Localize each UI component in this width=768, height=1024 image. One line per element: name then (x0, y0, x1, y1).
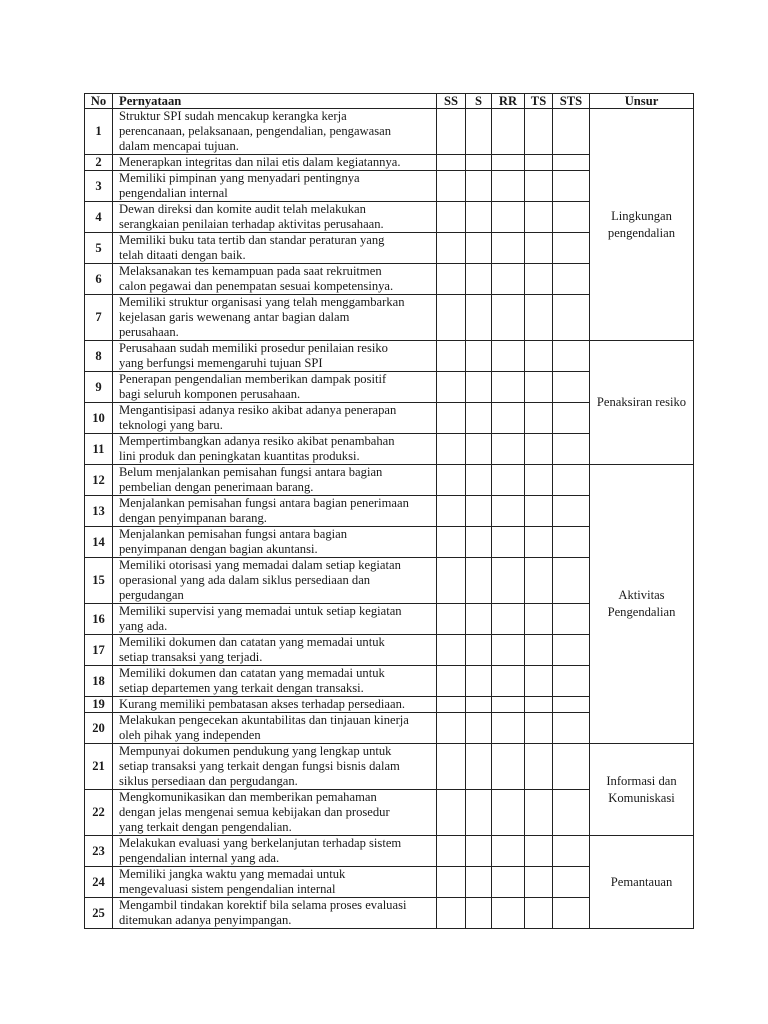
answer-cell-ss[interactable] (437, 697, 466, 713)
answer-cell-ss[interactable] (437, 155, 466, 171)
statement-line: Memiliki buku tata tertib dan standar peraturan yang (119, 233, 385, 247)
answer-cell-ts[interactable] (525, 527, 553, 558)
statement-line: yang berfungsi memengaruhi tujuan SPI (119, 356, 323, 370)
statement-line: Memiliki jangka waktu yang memadai untuk (119, 867, 346, 881)
statement-line: Memiliki supervisi yang memadai untuk setiap kegiatan (119, 604, 402, 618)
statement-line: pengendalian internal (119, 186, 228, 200)
answer-cell-ss[interactable] (437, 372, 466, 403)
answer-cell-ts[interactable] (525, 558, 553, 604)
statement-cell (113, 202, 437, 233)
answer-cell-sts[interactable] (553, 558, 590, 604)
answer-cell-sts[interactable] (553, 697, 590, 713)
answer-cell-rr[interactable] (492, 403, 525, 434)
row-number: 20 (85, 713, 113, 744)
answer-cell-ts[interactable] (525, 744, 553, 790)
answer-cell-ts[interactable] (525, 341, 553, 372)
answer-cell-s[interactable] (466, 465, 492, 496)
row-number: 5 (85, 233, 113, 264)
answer-cell-ts[interactable] (525, 109, 553, 155)
answer-cell-sts[interactable] (553, 867, 590, 898)
answer-cell-rr[interactable] (492, 202, 525, 233)
answer-cell-rr[interactable] (492, 635, 525, 666)
statement-line: kejelasan garis wewenang antar bagian dalam (119, 310, 350, 324)
row-number: 4 (85, 202, 113, 233)
statement-line: setiap departemen yang terkait dengan transaksi. (119, 681, 364, 695)
statement-line: setiap transaksi yang terkait dengan fungsi bisnis dalam (119, 759, 400, 773)
answer-cell-s[interactable] (466, 109, 492, 155)
answer-cell-s[interactable] (466, 171, 492, 202)
statement-line: dalam mencapai tujuan. (119, 139, 239, 153)
answer-cell-sts[interactable] (553, 109, 590, 155)
answer-cell-ts[interactable] (525, 171, 553, 202)
answer-cell-ss[interactable] (437, 713, 466, 744)
answer-cell-sts[interactable] (553, 604, 590, 635)
answer-cell-sts[interactable] (553, 202, 590, 233)
header-no: No (85, 94, 113, 109)
statement-line: Mempunyai dokumen pendukung yang lengkap untuk (119, 744, 392, 758)
statement-line: bagi seluruh komponen perusahaan. (119, 387, 301, 401)
statement-cell (113, 496, 437, 527)
answer-cell-ss[interactable] (437, 295, 466, 341)
answer-cell-s[interactable] (466, 233, 492, 264)
statement-line: Belum menjalankan pemisahan fungsi antara bagian (119, 465, 383, 479)
answer-cell-sts[interactable] (553, 295, 590, 341)
statement-cell (113, 604, 437, 635)
statement-line: pergudangan (119, 588, 184, 602)
statement-line: telah ditaati dengan baik. (119, 248, 246, 262)
answer-cell-sts[interactable] (553, 372, 590, 403)
answer-cell-rr[interactable] (492, 836, 525, 867)
row-number: 19 (85, 697, 113, 713)
unsur-cell: Pemantauan (590, 836, 694, 929)
statement-line: Memiliki dokumen dan catatan yang memadai untuk (119, 635, 385, 649)
answer-cell-sts[interactable] (553, 264, 590, 295)
answer-cell-ss[interactable] (437, 496, 466, 527)
statement-line: pengendalian internal yang ada. (119, 851, 280, 865)
answer-cell-ss[interactable] (437, 604, 466, 635)
row-number: 6 (85, 264, 113, 295)
row-number: 16 (85, 604, 113, 635)
statement-line: Mengantisipasi adanya resiko akibat adanya penerapan (119, 403, 397, 417)
statement-line: Melakukan pengecekan akuntabilitas dan tinjauan kinerja (119, 713, 409, 727)
row-number: 3 (85, 171, 113, 202)
statement-cell (113, 264, 437, 295)
answer-cell-rr[interactable] (492, 496, 525, 527)
answer-cell-rr[interactable] (492, 666, 525, 697)
answer-cell-s[interactable] (466, 496, 492, 527)
answer-cell-s[interactable] (466, 558, 492, 604)
answer-cell-rr[interactable] (492, 233, 525, 264)
answer-cell-s[interactable] (466, 604, 492, 635)
answer-cell-sts[interactable] (553, 434, 590, 465)
statement-line: Dewan direksi dan komite audit telah melakukan (119, 202, 366, 216)
answer-cell-rr[interactable] (492, 155, 525, 171)
row-number: 25 (85, 898, 113, 929)
answer-cell-s[interactable] (466, 898, 492, 929)
table-row (85, 341, 694, 372)
row-number: 1 (85, 109, 113, 155)
row-number: 11 (85, 434, 113, 465)
row-number: 23 (85, 836, 113, 867)
answer-cell-ss[interactable] (437, 465, 466, 496)
answer-cell-sts[interactable] (553, 465, 590, 496)
statement-cell (113, 233, 437, 264)
statement-cell (113, 697, 437, 713)
answer-cell-sts[interactable] (553, 233, 590, 264)
answer-cell-ss[interactable] (437, 202, 466, 233)
table-row (85, 744, 694, 790)
row-number: 2 (85, 155, 113, 171)
table-row (85, 465, 694, 496)
answer-cell-s[interactable] (466, 372, 492, 403)
answer-cell-rr[interactable] (492, 109, 525, 155)
unsur-cell: Penaksiran resiko (590, 341, 694, 465)
answer-cell-rr[interactable] (492, 558, 525, 604)
statement-cell (113, 341, 437, 372)
statement-line: setiap transaksi yang terjadi. (119, 650, 263, 664)
answer-cell-sts[interactable] (553, 635, 590, 666)
row-number: 21 (85, 744, 113, 790)
answer-cell-rr[interactable] (492, 867, 525, 898)
answer-cell-sts[interactable] (553, 713, 590, 744)
statement-line: Menjalankan pemisahan fungsi antara bagian (119, 527, 348, 541)
answer-cell-s[interactable] (466, 434, 492, 465)
answer-cell-s[interactable] (466, 403, 492, 434)
answer-cell-ts[interactable] (525, 867, 553, 898)
statement-cell (113, 713, 437, 744)
answer-cell-s[interactable] (466, 744, 492, 790)
answer-cell-ts[interactable] (525, 496, 553, 527)
questionnaire-table (84, 93, 694, 929)
answer-cell-ts[interactable] (525, 434, 553, 465)
statement-cell (113, 372, 437, 403)
answer-cell-rr[interactable] (492, 713, 525, 744)
statement-line: yang terkait dengan pengendalian. (119, 820, 292, 834)
statement-line: Memiliki otorisasi yang memadai dalam setiap kegiatan (119, 558, 401, 572)
answer-cell-sts[interactable] (553, 403, 590, 434)
statement-cell (113, 295, 437, 341)
answer-cell-rr[interactable] (492, 295, 525, 341)
header-statement: Pernyataan (113, 94, 437, 109)
answer-cell-ts[interactable] (525, 403, 553, 434)
answer-cell-s[interactable] (466, 713, 492, 744)
answer-cell-ss[interactable] (437, 341, 466, 372)
answer-cell-ts[interactable] (525, 155, 553, 171)
answer-cell-rr[interactable] (492, 341, 525, 372)
answer-cell-s[interactable] (466, 697, 492, 713)
answer-cell-rr[interactable] (492, 465, 525, 496)
statement-line: calon pegawai dan penempatan sesuai kompetensinya. (119, 279, 394, 293)
answer-cell-ss[interactable] (437, 790, 466, 836)
answer-cell-rr[interactable] (492, 790, 525, 836)
statement-line: Menjalankan pemisahan fungsi antara bagian penerimaan (119, 496, 409, 510)
header-ts: TS (525, 94, 553, 109)
answer-cell-ss[interactable] (437, 898, 466, 929)
answer-cell-ts[interactable] (525, 202, 553, 233)
answer-cell-ts[interactable] (525, 898, 553, 929)
statement-line: dengan penyimpanan barang. (119, 511, 267, 525)
row-number: 12 (85, 465, 113, 496)
statement-line: Mempertimbangkan adanya resiko akibat penambahan (119, 434, 395, 448)
statement-cell (113, 836, 437, 867)
answer-cell-s[interactable] (466, 341, 492, 372)
statement-line: dengan jelas mengenai semua kebijakan dan prosedur (119, 805, 390, 819)
statement-cell (113, 790, 437, 836)
answer-cell-s[interactable] (466, 666, 492, 697)
answer-cell-ts[interactable] (525, 836, 553, 867)
answer-cell-s[interactable] (466, 155, 492, 171)
answer-cell-ss[interactable] (437, 171, 466, 202)
answer-cell-ts[interactable] (525, 713, 553, 744)
statement-cell (113, 558, 437, 604)
header-s: S (466, 94, 492, 109)
statement-line: Struktur SPI sudah mencakup kerangka kerja (119, 109, 347, 123)
statement-line: Memiliki struktur organisasi yang telah menggambarkan (119, 295, 405, 309)
answer-cell-rr[interactable] (492, 171, 525, 202)
answer-cell-s[interactable] (466, 264, 492, 295)
statement-line: Melaksanakan tes kemampuan pada saat rekruitmen (119, 264, 382, 278)
statement-cell (113, 171, 437, 202)
statement-line: teknologi yang baru. (119, 418, 223, 432)
answer-cell-ss[interactable] (437, 635, 466, 666)
answer-cell-sts[interactable] (553, 836, 590, 867)
row-number: 17 (85, 635, 113, 666)
statement-line: perusahaan. (119, 325, 179, 339)
statement-line: Mengambil tindakan korektif bila selama proses evaluasi (119, 898, 407, 912)
answer-cell-s[interactable] (466, 635, 492, 666)
answer-cell-s[interactable] (466, 295, 492, 341)
statement-line: Melakukan evaluasi yang berkelanjutan terhadap sistem (119, 836, 402, 850)
table-row (85, 109, 694, 155)
row-number: 22 (85, 790, 113, 836)
answer-cell-sts[interactable] (553, 496, 590, 527)
answer-cell-s[interactable] (466, 867, 492, 898)
answer-cell-rr[interactable] (492, 434, 525, 465)
answer-cell-ts[interactable] (525, 295, 553, 341)
answer-cell-s[interactable] (466, 202, 492, 233)
statement-line: Menerapkan integritas dan nilai etis dalam kegiatannya. (119, 155, 401, 169)
statement-line: Memiliki pimpinan yang menyadari pentingnya (119, 171, 360, 185)
answer-cell-s[interactable] (466, 790, 492, 836)
statement-line: Memiliki dokumen dan catatan yang memadai untuk (119, 666, 385, 680)
statement-line: Perusahaan sudah memiliki prosedur penilaian resiko (119, 341, 388, 355)
answer-cell-ss[interactable] (437, 836, 466, 867)
statement-line: Mengkomunikasikan dan memberikan pemahaman (119, 790, 377, 804)
statement-line: ditemukan adanya penyimpangan. (119, 913, 292, 927)
statement-cell (113, 155, 437, 171)
answer-cell-sts[interactable] (553, 744, 590, 790)
answer-cell-ts[interactable] (525, 233, 553, 264)
statement-cell (113, 898, 437, 929)
answer-cell-rr[interactable] (492, 898, 525, 929)
statement-line: lini produk dan peningkatan kuantitas produksi. (119, 449, 360, 463)
row-number: 7 (85, 295, 113, 341)
answer-cell-sts[interactable] (553, 898, 590, 929)
header-rr: RR (492, 94, 525, 109)
answer-cell-sts[interactable] (553, 527, 590, 558)
statement-line: pembelian dengan penerimaan barang. (119, 480, 314, 494)
answer-cell-sts[interactable] (553, 171, 590, 202)
answer-cell-ss[interactable] (437, 434, 466, 465)
answer-cell-ts[interactable] (525, 372, 553, 403)
statement-cell (113, 635, 437, 666)
answer-cell-sts[interactable] (553, 790, 590, 836)
row-number: 10 (85, 403, 113, 434)
header-unsur: Unsur (590, 94, 694, 109)
unsur-cell: Informasi dan Komuniskasi (590, 744, 694, 836)
row-number: 24 (85, 867, 113, 898)
statement-cell (113, 527, 437, 558)
row-number: 15 (85, 558, 113, 604)
answer-cell-rr[interactable] (492, 264, 525, 295)
statement-cell (113, 465, 437, 496)
answer-cell-ss[interactable] (437, 558, 466, 604)
statement-cell (113, 867, 437, 898)
answer-cell-s[interactable] (466, 836, 492, 867)
answer-cell-ts[interactable] (525, 666, 553, 697)
answer-cell-ts[interactable] (525, 264, 553, 295)
statement-line: serangkaian penilaian terhadap aktivitas perusahaan. (119, 217, 384, 231)
answer-cell-sts[interactable] (553, 155, 590, 171)
answer-cell-rr[interactable] (492, 604, 525, 635)
answer-cell-ts[interactable] (525, 697, 553, 713)
answer-cell-ss[interactable] (437, 527, 466, 558)
answer-cell-ss[interactable] (437, 867, 466, 898)
statement-line: operasional yang ada dalam siklus persediaan dan (119, 573, 371, 587)
statement-cell (113, 109, 437, 155)
row-number: 9 (85, 372, 113, 403)
statement-line: oleh pihak yang independen (119, 728, 261, 742)
answer-cell-s[interactable] (466, 527, 492, 558)
statement-line: yang ada. (119, 619, 168, 633)
answer-cell-ss[interactable] (437, 403, 466, 434)
header-ss: SS (437, 94, 466, 109)
answer-cell-rr[interactable] (492, 372, 525, 403)
answer-cell-ss[interactable] (437, 233, 466, 264)
statement-line: mengevaluasi sistem pengendalian internal (119, 882, 336, 896)
answer-cell-ss[interactable] (437, 264, 466, 295)
unsur-cell: Aktivitas Pengendalian (590, 465, 694, 744)
table-row (85, 836, 694, 867)
unsur-cell: Lingkungan pengendalian (590, 109, 694, 341)
answer-cell-ts[interactable] (525, 465, 553, 496)
statement-cell (113, 403, 437, 434)
statement-line: penyimpanan dengan bagian akuntansi. (119, 542, 318, 556)
statement-line: siklus persediaan dan pergudangan. (119, 774, 298, 788)
header-row (85, 94, 694, 109)
answer-cell-ss[interactable] (437, 744, 466, 790)
answer-cell-sts[interactable] (553, 666, 590, 697)
answer-cell-rr[interactable] (492, 744, 525, 790)
statement-line: Penerapan pengendalian memberikan dampak positif (119, 372, 387, 386)
answer-cell-ts[interactable] (525, 790, 553, 836)
header-sts: STS (553, 94, 590, 109)
row-number: 18 (85, 666, 113, 697)
row-number: 8 (85, 341, 113, 372)
statement-cell (113, 744, 437, 790)
statement-cell (113, 434, 437, 465)
answer-cell-rr[interactable] (492, 527, 525, 558)
answer-cell-ts[interactable] (525, 635, 553, 666)
answer-cell-ss[interactable] (437, 109, 466, 155)
answer-cell-rr[interactable] (492, 697, 525, 713)
statement-line: perencanaan, pelaksanaan, pengendalian, pengawasan (119, 124, 392, 138)
statement-line: Kurang memiliki pembatasan akses terhadap persediaan. (119, 697, 406, 711)
row-number: 14 (85, 527, 113, 558)
answer-cell-sts[interactable] (553, 341, 590, 372)
answer-cell-ss[interactable] (437, 666, 466, 697)
statement-cell (113, 666, 437, 697)
row-number: 13 (85, 496, 113, 527)
answer-cell-ts[interactable] (525, 604, 553, 635)
